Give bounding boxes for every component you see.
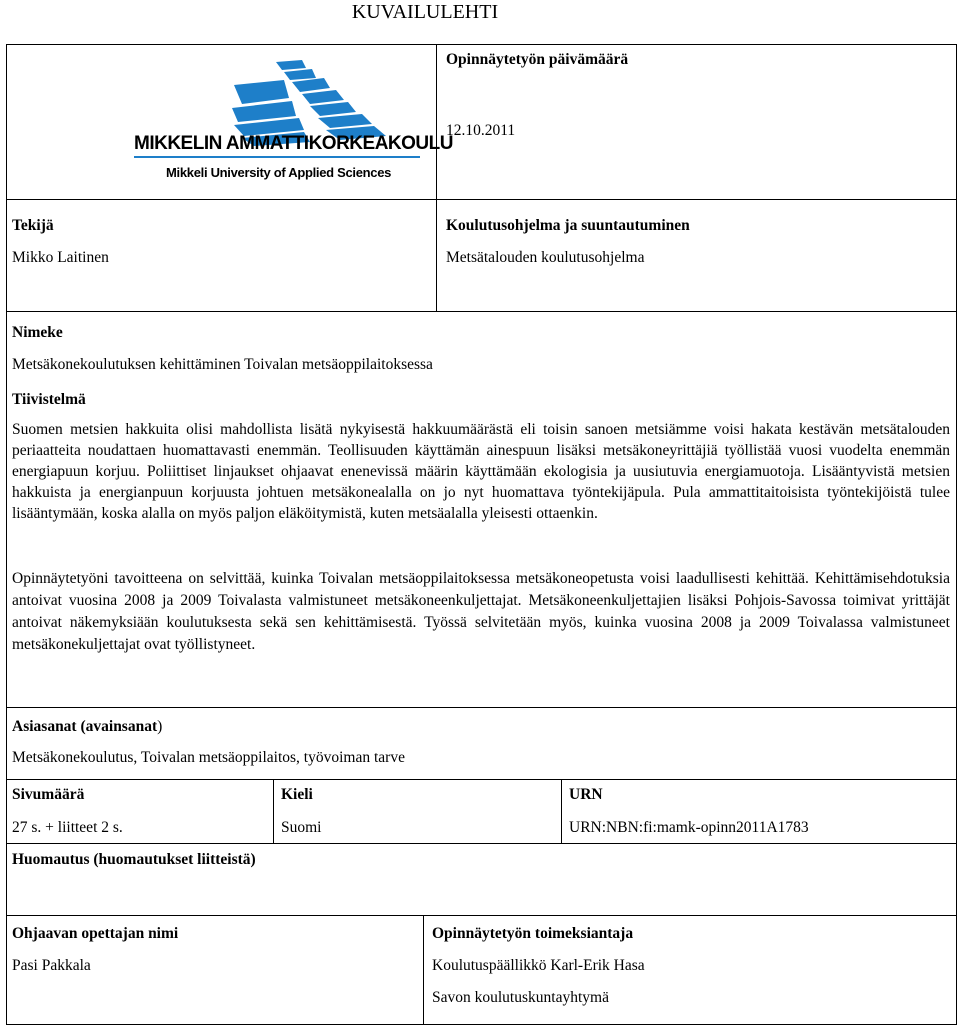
abstract-label: Tiivistelmä	[12, 391, 86, 408]
abstract-paragraph-2: Opinnäytetyöni tavoitteena on selvittää, kuinka Toivalan metsäoppilaitoksessa metsäkoneopetusta voisi laadullisesti kehittää. Kehittämisehdotuksia antoivat vuosina 2008 ja 2009 Toivalasta valmistuneet metsäkoneenkuljettajat. Metsäkoneenkuljettajien lisäksi Pohjois-Savossa toimivat yrittäjät antoivat näkemyksiään koulutuksesta sekä sen kehittämisestä. Työssä selvitetään myös, kuinka vuosina 2008 ja 2009 Toivalassa valmistuneet metsäkonekuljettajat ovat työllistyneet.	[12, 570, 950, 653]
meta-box	[6, 779, 957, 844]
urn-value: URN:NBN:fi:mamk-opinn2011A1783	[569, 819, 809, 836]
logo-name: MIKKELIN AMMATTIKORKEAKOULU	[134, 133, 453, 154]
author-divider	[436, 199, 437, 312]
keywords-label-paren: )	[157, 718, 163, 735]
programme-label: Koulutusohjelma ja suuntautuminen	[446, 217, 690, 234]
keywords-value: Metsäkonekoulutus, Toivalan metsäoppilaitos, työvoiman tarve	[12, 749, 405, 766]
abstract-paragraph-1: Suomen metsien hakkuita olisi mahdollista lisätä nykyisestä hakkuumäärästä eli toisin sanoen metsiämme voisi hakata kestävän metsätalouden periaatteita noudattaen huomattavasti enemmän. Teollisuuden käyttämän ainespuun lisäksi metsäkoneyrittäjiä työllistää vuosi vuodelta enemmän energiapuun korjuu. Poliittiset linjaukset ohjaavat enenevissä määrin käyttämään ekologisia ja uusiutuvia energiamuotoja. Lisääntyvistä metsien hakkuista ja energianpuun korjuusta johtuen metsäkonealalla on jo nyt huomattava työntekijäpula. Pula ammattitaitoisista työntekijöistä tulee lisääntymään, koska alalla on myös paljon eläköitymistä, kuten metsäalalla yleisesti ottaenkin.	[12, 421, 950, 522]
title-label: Nimeke	[12, 324, 63, 341]
pages-value: 27 s. + liitteet 2 s.	[12, 819, 123, 836]
urn-label: URN	[569, 786, 603, 803]
remarks-label: Huomautus (huomautukset liitteistä)	[12, 851, 256, 868]
pages-label: Sivumäärä	[12, 786, 85, 803]
supervisor-value: Pasi Pakkala	[12, 957, 91, 974]
date-label: Opinnäytetyön päivämäärä	[446, 51, 629, 68]
author-label: Tekijä	[12, 217, 54, 234]
date-value: 12.10.2011	[446, 122, 516, 139]
commissioner-value-1: Koulutuspäällikkö Karl-Erik Hasa	[432, 957, 645, 974]
keywords-label	[12, 717, 162, 737]
author-value: Mikko Laitinen	[12, 249, 109, 266]
commissioner-label: Opinnäytetyön toimeksiantaja	[432, 925, 634, 942]
header-divider	[436, 44, 437, 200]
supervisor-divider	[423, 915, 424, 1025]
programme-value: Metsätalouden koulutusohjelma	[446, 249, 645, 266]
title-value: Metsäkonekoulutuksen kehittäminen Toivalan metsäoppilaitoksessa	[12, 356, 433, 373]
page-title: KUVAILULEHTI	[351, 1, 499, 23]
commissioner-value-2: Savon koulutuskuntayhtymä	[432, 989, 609, 1006]
language-label: Kieli	[281, 786, 313, 803]
supervisor-label: Ohjaavan opettajan nimi	[12, 925, 179, 942]
logo-subname: Mikkeli University of Applied Sciences	[166, 165, 392, 180]
logo-rule	[134, 156, 420, 158]
meta-divider-1	[273, 779, 274, 844]
logo	[134, 60, 453, 185]
meta-divider-2	[561, 779, 562, 844]
language-value: Suomi	[281, 819, 322, 836]
keywords-label-main: Asiasanat (avainsanat	[12, 718, 158, 735]
